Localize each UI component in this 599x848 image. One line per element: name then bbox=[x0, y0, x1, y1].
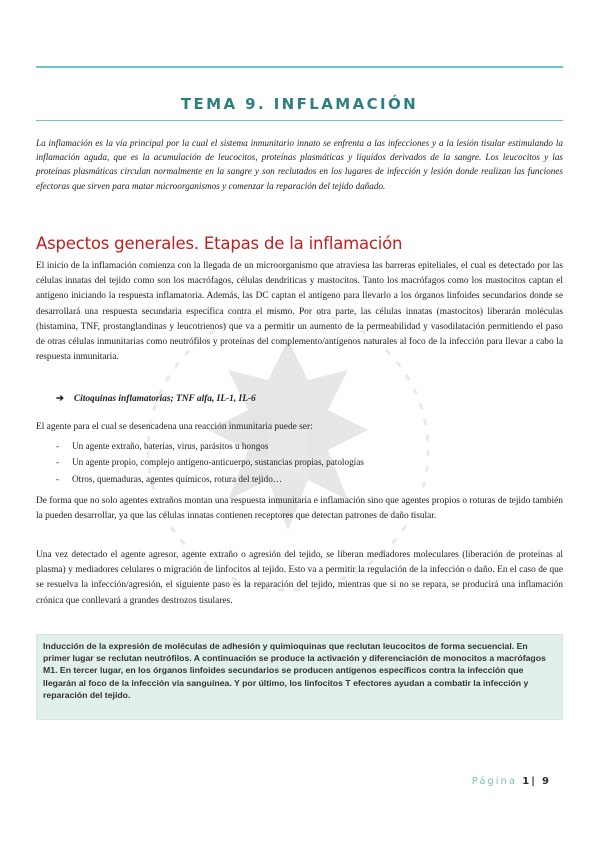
list-item-text: Un agente extraño, baterías, virus, parásitos u hongos bbox=[72, 441, 269, 451]
top-rule bbox=[36, 66, 563, 68]
section-heading: Aspectos generales. Etapas de la inflamación bbox=[36, 234, 403, 253]
footer-total: 9 bbox=[542, 776, 551, 787]
paragraph-patrones: De forma que no solo agentes extraños montan una respuesta inmunitaria e inflamación sino que agentes propios o roturas de tejido también la pueden desarrollar, ya que las células innatas contienen receptores que detectan patrones de daño tisular. bbox=[36, 496, 563, 522]
dash-bullet: - bbox=[56, 457, 60, 468]
cytokines-bullet bbox=[56, 393, 256, 404]
dash-bullet: - bbox=[56, 473, 60, 484]
list-item-text: Otros, quemaduras, agentes químicos, rotura del tejido… bbox=[72, 473, 282, 484]
list-item bbox=[56, 438, 364, 454]
list-item bbox=[56, 471, 364, 487]
title-rule bbox=[36, 120, 563, 121]
paragraph-inicio: El inicio de la inflamación comienza con la llegada de un microorganismo que atraviesa las barreras epiteliales, el cual es detectado por las células innatas del tejido como son los macrófagos, células dendríticas y mastocitos. Tanto los macrófagos como los mastocitos captan el antígeno iniciando la respuesta inflamatoria. Además, las DC captan el antígeno para llevarlo a los órganos linfoides secundarios donde se desarrollará una respuesta secundaria específica contra el mismo. Por otra parte, las células innatas (mastocitos) liberarán moléculas (histamina, TNF, prostanglandinas y leucotrienos) que va a permitir un aumento de la permeabilidad y vasodilatación permitiendo el paso de otras células inmunitarias como neutrófilos y proteínas del complemento/antígenos naturales al foco de la infección para llevar a cabo la respuesta inmunitaria. bbox=[36, 261, 563, 363]
footer-page-number: 1 bbox=[522, 776, 532, 787]
footer-label: Página bbox=[471, 776, 518, 787]
page-footer bbox=[472, 776, 551, 787]
list-item-text: Un agente propio, complejo antígeno-anticuerpo, sustancias propias, patologías bbox=[72, 457, 364, 468]
cytokines-text: Citoquinas inflamatorias; TNF alfa, IL-1, IL-6 bbox=[73, 394, 256, 404]
page-title: TEMA 9. INFLAMACIÓN bbox=[180, 95, 419, 113]
intro-paragraph: La inflamación es la vía principal por la cual el sistema inmunitario innato se enfrenta a las infecciones y a la lesión tisular estimulando la inflamación aguda, que es la acumulación de leucocitos, proteínas plasmáticas y líquidos derivados de la sangre. Los leucocitos y las proteínas plasmáticas circulan normalmente en la sangre y son reclutados en los lugares de infección y lesión donde realizan las funciones efectoras que sirven para matar microorganismos y comenzar la reparación del tejido dañado. bbox=[36, 138, 563, 191]
summary-box: Inducción de la expresión de moléculas de adhesión y quimioquinas que reclutan leucocitos de forma secuencial. En primer lugar se reclutan neutrófilos. A continuación se produce la activación y diferenciación de monocitos a macrófagos M1. En tercer lugar, en los órganos linfoides secundarios se producen antígenos específicos contra la infección que llegarán al foco de la infección vía sanguínea. Y por último, los linfocitos T efectores ayudan a combatir la infección y reparación del tejido. bbox=[36, 634, 563, 720]
paragraph-mediadores: Una vez detectado el agente agresor, agente extraño o agresión del tejido, se liberan mediadores moleculares (liberación de proteínas al plasma) y mediadores celulares o migración de linfocitos al tejido. Esto va a permitir la regulación de la infección o daño. En el caso de que se resuelva la infección/agresión, el siguiente paso es la reparación del tejido, mientras que si no se repara, se producirá una inflamación crónica que conllevará a grandes destrozos tisulares. bbox=[36, 550, 563, 606]
dash-bullet: - bbox=[56, 441, 60, 451]
arrow-icon: ➔ bbox=[56, 394, 64, 404]
footer-separator: | bbox=[531, 776, 537, 787]
list-item bbox=[56, 454, 364, 470]
agents-list bbox=[56, 438, 364, 487]
paragraph-agente: El agente para el cual se desencadena una reacción inmunitaria puede ser: bbox=[36, 422, 313, 432]
